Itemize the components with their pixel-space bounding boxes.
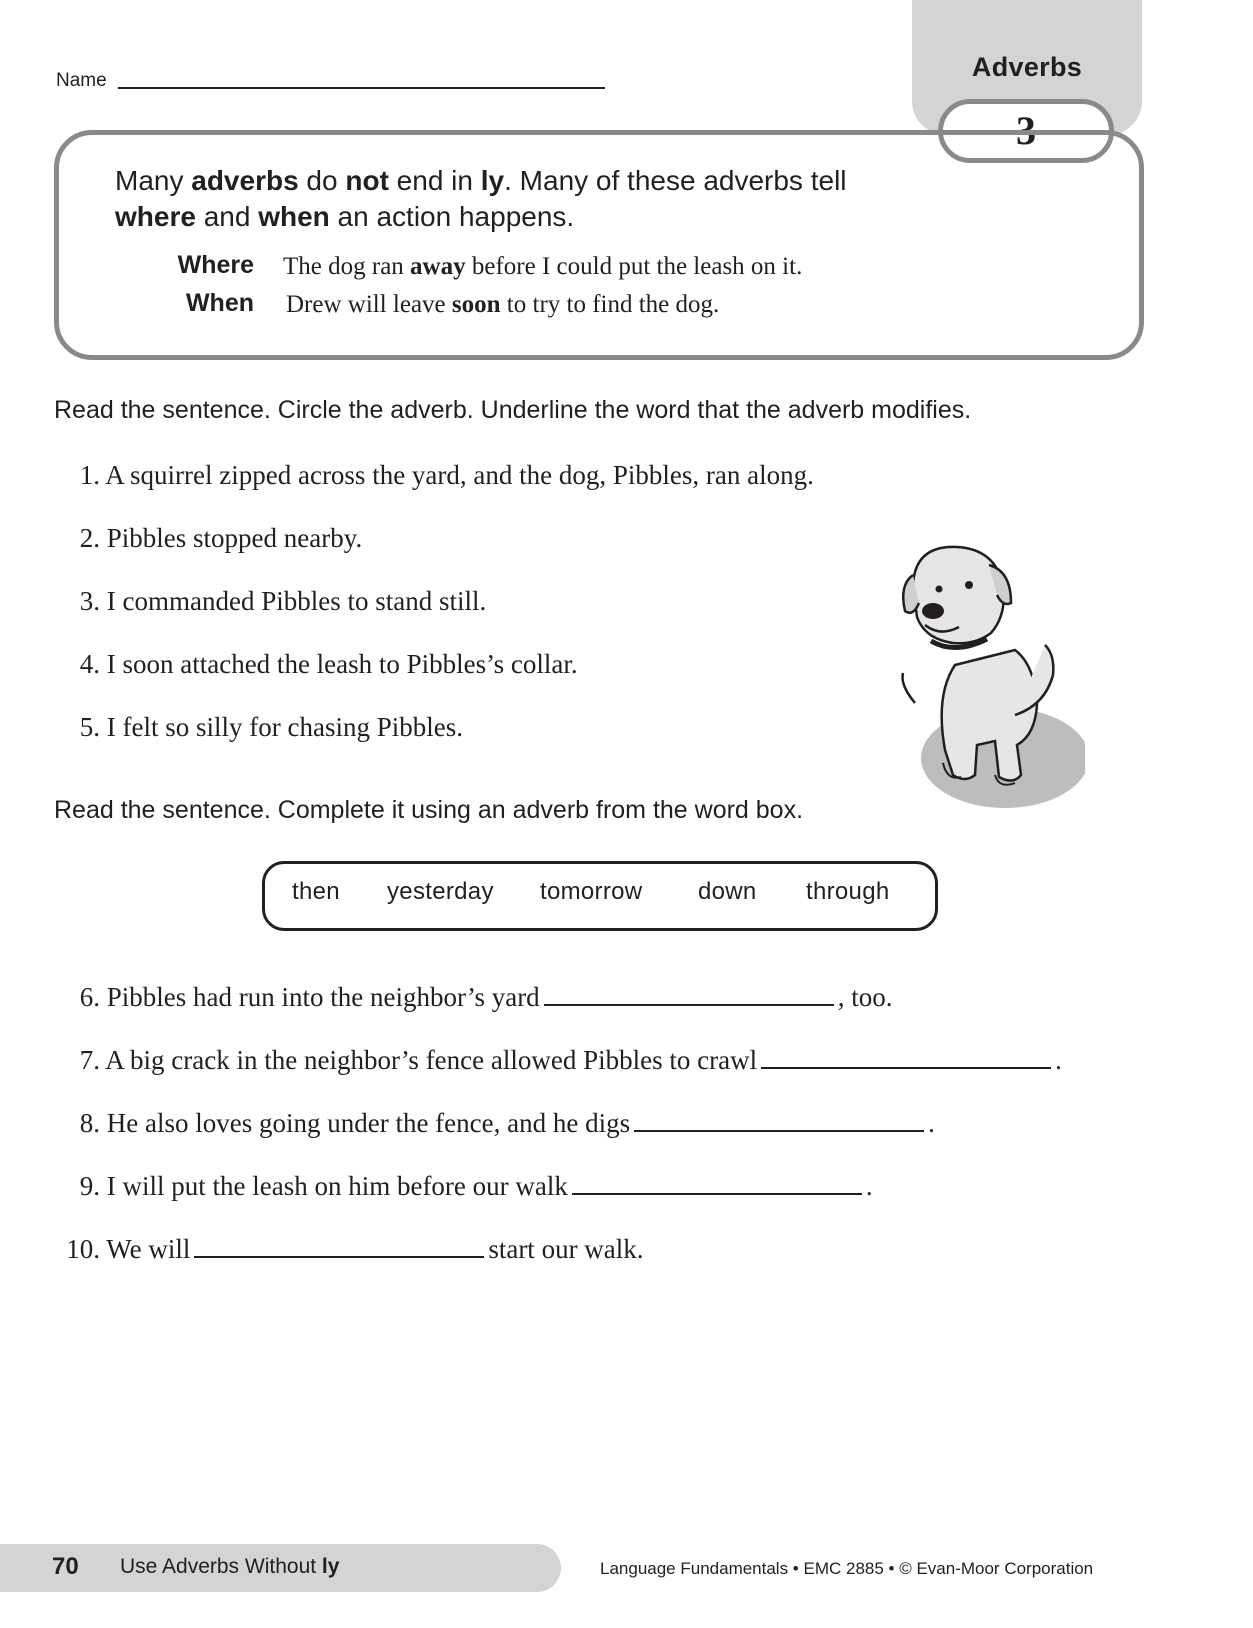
example-sentence-where bbox=[283, 253, 802, 281]
rule-seg-bold: adverbs bbox=[191, 165, 299, 196]
puppy-icon bbox=[895, 545, 1085, 815]
footer-title bbox=[120, 1555, 339, 1579]
example-adverb: away bbox=[410, 253, 466, 280]
item-number: 9. bbox=[79, 1171, 100, 1201]
word-box-item: down bbox=[698, 878, 757, 905]
rule-text bbox=[115, 163, 915, 235]
item-number: 4. bbox=[79, 649, 100, 679]
item-number: 3. bbox=[79, 586, 100, 616]
rule-seg-bold: not bbox=[345, 165, 389, 196]
example-label-where: Where bbox=[177, 251, 254, 279]
list-item[interactable] bbox=[70, 712, 463, 743]
rule-seg: and bbox=[195, 201, 259, 232]
item-text: A big crack in the neighbor’s fence allowed Pibbles to crawl bbox=[105, 1045, 758, 1075]
rule-seg: end in bbox=[388, 165, 481, 196]
item-text: Pibbles had run into the neighbor’s yard bbox=[106, 982, 540, 1012]
list-item bbox=[70, 1045, 1062, 1076]
lesson-number: 3 bbox=[938, 99, 1114, 163]
word-box-item: yesterday bbox=[387, 878, 494, 905]
example-label-when: When bbox=[185, 289, 254, 317]
list-item[interactable] bbox=[70, 586, 486, 617]
item-number: 6. bbox=[79, 982, 100, 1012]
example-text: before I could put the leash on it. bbox=[465, 253, 803, 280]
example-text: Drew will leave bbox=[286, 291, 452, 318]
page-number: 70 bbox=[52, 1553, 79, 1580]
item-text: I felt so silly for chasing Pibbles. bbox=[106, 712, 463, 742]
list-item bbox=[62, 1234, 644, 1265]
footer-title-bold: ly bbox=[321, 1555, 340, 1578]
rule-seg-bold: when bbox=[258, 201, 330, 232]
example-adverb: soon bbox=[451, 291, 501, 318]
list-item bbox=[70, 982, 892, 1013]
word-box-item: tomorrow bbox=[540, 878, 643, 905]
answer-blank[interactable] bbox=[572, 1192, 862, 1195]
item-number: 7. bbox=[79, 1045, 100, 1075]
item-number: 5. bbox=[79, 712, 100, 742]
item-text: . bbox=[865, 1171, 873, 1201]
item-number: 8. bbox=[79, 1108, 100, 1138]
answer-blank[interactable] bbox=[761, 1066, 1051, 1069]
item-text: . bbox=[928, 1108, 935, 1138]
item-text: , too. bbox=[837, 982, 893, 1012]
rule-seg-bold: ly bbox=[480, 165, 505, 196]
answer-blank[interactable] bbox=[634, 1129, 924, 1132]
rule-seg: an action happens. bbox=[329, 201, 575, 232]
name-field-line[interactable] bbox=[118, 87, 605, 89]
list-item[interactable] bbox=[70, 649, 578, 680]
item-text: I soon attached the leash to Pibbles’s collar. bbox=[106, 649, 578, 679]
item-text: I commanded Pibbles to stand still. bbox=[106, 586, 487, 616]
item-text: We will bbox=[106, 1234, 191, 1264]
rule-seg-bold: where bbox=[115, 201, 196, 232]
example-text: to try to find the dog. bbox=[500, 291, 720, 318]
rule-seg: do bbox=[298, 165, 346, 196]
word-box-item: then bbox=[292, 878, 340, 905]
item-number: 2. bbox=[79, 523, 100, 553]
list-item[interactable] bbox=[70, 523, 362, 554]
list-item bbox=[70, 1171, 873, 1202]
rule-seg: Many bbox=[115, 165, 192, 196]
item-text: Pibbles stopped nearby. bbox=[106, 523, 363, 553]
rule-seg: . Many of these adverbs tell bbox=[504, 165, 847, 196]
item-number: 1. bbox=[79, 460, 100, 490]
item-text: He also loves going under the fence, and he digs bbox=[106, 1108, 631, 1138]
item-text: A squirrel zipped across the yard, and the dog, Pibbles, ran along. bbox=[105, 460, 814, 490]
name-label: Name bbox=[56, 70, 107, 91]
footer-title-text: Use Adverbs Without bbox=[120, 1555, 322, 1578]
example-text: The dog ran bbox=[283, 253, 411, 280]
item-text: I will put the leash on him before our walk bbox=[106, 1171, 568, 1201]
word-box-item: through bbox=[806, 878, 890, 905]
directions-part2: Read the sentence. Complete it using an adverb from the word box. bbox=[54, 796, 804, 824]
example-sentence-when bbox=[286, 291, 719, 319]
topic-title: Adverbs bbox=[971, 52, 1083, 82]
item-text: start our walk. bbox=[488, 1234, 644, 1264]
item-number: 10. bbox=[66, 1234, 100, 1264]
list-item bbox=[70, 1108, 935, 1139]
list-item[interactable] bbox=[70, 460, 814, 491]
item-text: . bbox=[1055, 1045, 1062, 1075]
directions-part1: Read the sentence. Circle the adverb. Underline the word that the adverb modifies. bbox=[54, 396, 972, 424]
footer-credit: Language Fundamentals • EMC 2885 • © Evan-Moor Corporation bbox=[600, 1559, 1094, 1578]
answer-blank[interactable] bbox=[194, 1255, 484, 1258]
answer-blank[interactable] bbox=[544, 1003, 834, 1006]
